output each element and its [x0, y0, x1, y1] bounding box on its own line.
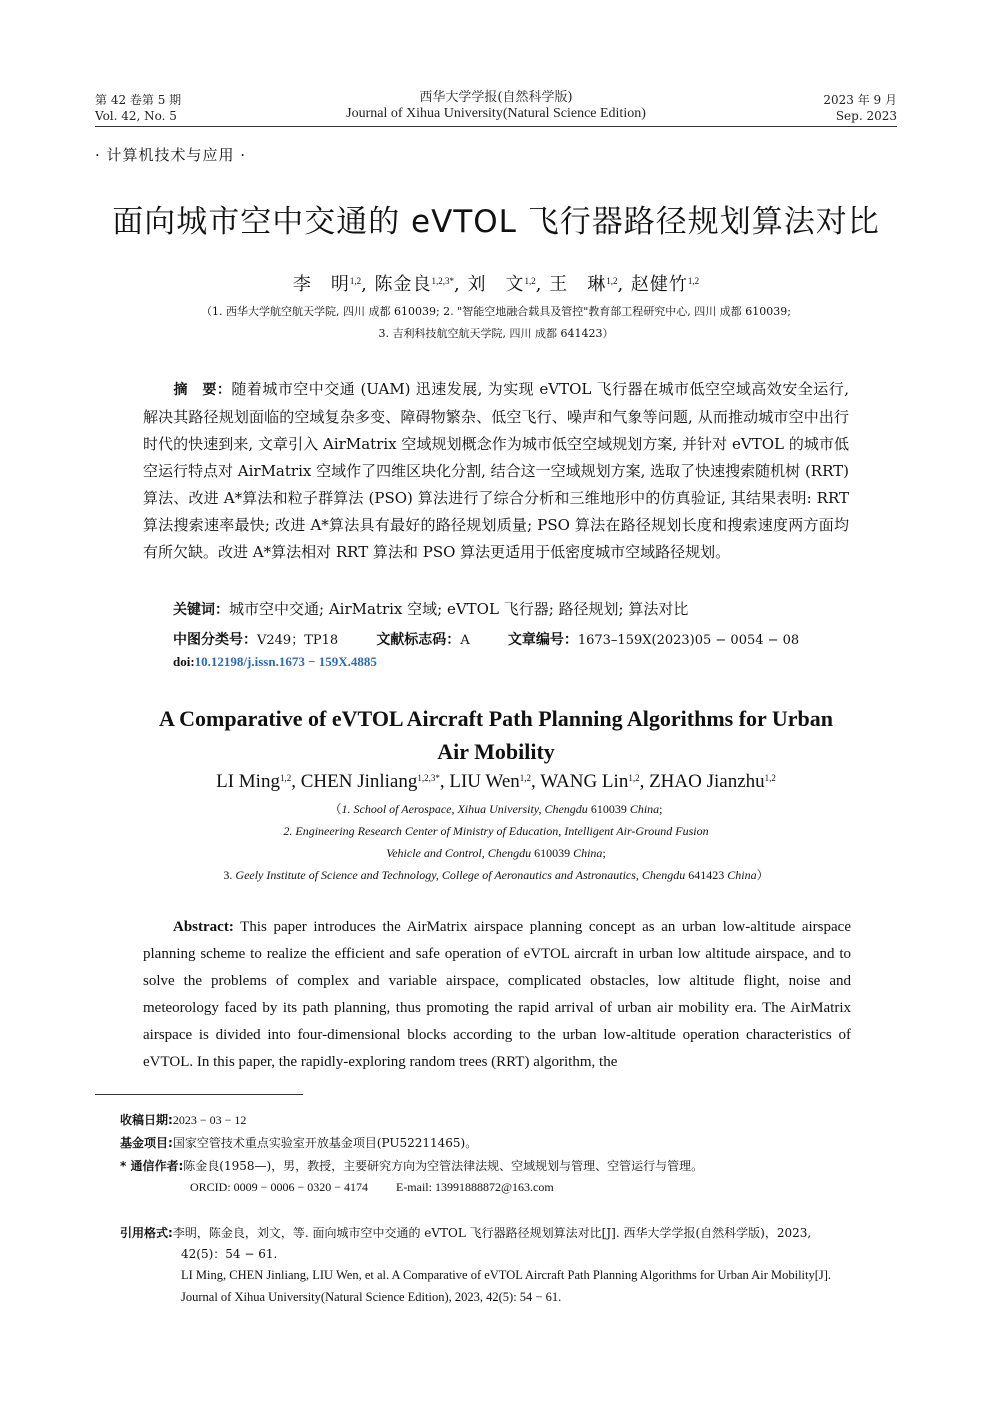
orcid: ORCID: 0009 − 0006 − 0320 − 4174: [190, 1180, 368, 1194]
classification-line: [173, 629, 833, 649]
author-cn: 陈金良$^{1,2,3*}$: [374, 274, 455, 295]
article-number: 文章编号：1673–159X(2023)05 − 0054 − 08: [507, 632, 800, 648]
header-divider: [95, 126, 897, 127]
keywords-cn: [173, 598, 688, 619]
keywords-cn-label: 关键词：: [173, 602, 229, 618]
citation-cn-line2: 42(5)：54 − 61.: [181, 1247, 278, 1261]
received-date: 收稿日期:2023 − 03 − 12: [120, 1113, 247, 1127]
issue-cn: 第 42 卷第 5 期: [95, 93, 182, 107]
journal-name-cn: 西华大学学报(自然科学版): [419, 90, 573, 105]
doi: [173, 654, 377, 670]
corresponding-author: * 通信作者:陈金良(1958—)，男，教授，主要研究方向为空管法律法规、空域规划与管理、空管运行与管理。: [120, 1159, 704, 1173]
citation-en-line1: LI Ming, CHEN Jinliang, LIU Wen, et al. A Comparative of eVTOL Aircraft Path Planning Algorithms for Urban Air Mobility[J].: [181, 1268, 832, 1282]
paper-title-en: A Comparative of eVTOL Aircraft Path Planning Algorithms for Urban Air Mobility: [158, 706, 834, 764]
journal-name-en: Journal of Xihua University(Natural Science Edition): [346, 106, 646, 121]
abstract-en-text: This paper introduces the AirMatrix airspace planning concept as an urban low-altitude airspace planning scheme to realize the efficient and safe operation of eVTOL aircraft in urban low altitude airspace, and to solve the problems of complex and variable airspace, complicated obstacles, low altitude flight, noise and meteorology faced by its path planning, thus promoting the rapid arrival of urban air mobility era. The AirMatrix airspace is divided into four-dimensional blocks according to the urban low-altitude operation characteristics of eVTOL. In this paper, the rapidly-exploring random trees (RRT) algorithm, the: [143, 919, 851, 1070]
affiliation-cn-line1: （1. 西华大学航空航天学院, 四川 成都 610039; 2. "智能空地融合载具及管控"教育部工程研究中心, 四川 成都 610039;: [201, 305, 791, 318]
author-cn: 王 琳$^{1,2}$: [549, 274, 618, 295]
doi-label: doi:: [173, 654, 195, 669]
citation-label: 引用格式:: [120, 1226, 173, 1240]
author-list-en: LI Ming$^{1,2}$, CHEN Jinliang$^{1,2,3*}$, LIU Wen$^{1,2}$, WANG Lin$^{1,2}$, ZHAO Jianzhu$^{1,2}$: [216, 771, 776, 792]
author-cn: 李 明$^{1,2}$: [292, 274, 362, 295]
abstract-en-label: Abstract:: [173, 919, 234, 935]
section-column-label: · 计算机技术与应用 ·: [95, 146, 247, 164]
author-cn: 赵健竹$^{1,2}$: [630, 274, 700, 295]
contact-line: [190, 1180, 582, 1195]
citation-en-line2: Journal of Xihua University(Natural Science Edition), 2023, 42(5): 54 − 61.: [181, 1290, 562, 1304]
email[interactable]: E-mail: 13991888872@163.com: [395, 1180, 554, 1194]
doi-link[interactable]: 10.12198/j.issn.1673 − 159X.4885: [194, 654, 377, 669]
abstract-en: [143, 914, 851, 1076]
abstract-cn: [143, 376, 849, 566]
paper-title-cn: 面向城市空中交通的 eVTOL 飞行器路径规划算法对比: [112, 204, 880, 240]
affiliation-en-line1: （1. School of Aerospace, Xihua University, Chengdu 610039 China;: [329, 802, 663, 816]
citation-cn-line1: 引用格式:李明，陈金良，刘文，等. 面向城市空中交通的 eVTOL 飞行器路径规划算法对比[J]. 西华大学学报(自然科学版)，2023,: [120, 1226, 812, 1240]
author-en: LIU Wen$^{1,2}$: [449, 771, 532, 792]
author-en: ZHAO Jianzhu$^{1,2}$: [649, 771, 776, 792]
author-cn: 刘 文$^{1,2}$: [467, 274, 536, 295]
affiliation-cn-line2: 3. 吉利科技航空航天学院, 四川 成都 641423）: [378, 327, 614, 340]
author-en: CHEN Jinliang$^{1,2,3*}$: [300, 771, 440, 792]
journal-name: [300, 90, 692, 122]
date-cn: 2023 年 9 月: [823, 93, 897, 107]
journal-date: [823, 92, 897, 124]
clc-number: 中图分类号：V249；TP18: [173, 632, 339, 648]
abstract-cn-label: 摘 要：: [173, 382, 232, 398]
affiliation-en-line4: 3. Geely Institute of Science and Technology, College of Aeronautics and Astronautics, Chengdu 641423 China）: [223, 868, 769, 882]
affiliation-en-line2: 2. Engineering Research Center of Ministry of Education, Intelligent Air-Ground Fusion: [283, 824, 709, 838]
affiliation-en-line3: Vehicle and Control, Chengdu 610039 China;: [386, 846, 606, 860]
fund-project: 基金项目:国家空管技术重点实验室开放基金项目(PU52211465)。: [120, 1136, 478, 1150]
date-en: Sep. 2023: [835, 109, 897, 123]
abstract-cn-text: 随着城市空中交通 (UAM) 迅速发展, 为实现 eVTOL 飞行器在城市低空空域高效安全运行, 解决其路径规划面临的空域复杂多变、障碍物繁杂、低空飞行、噪声和气象等问题, 从而推动城市空中出行时代的快速到来, 文章引入 AirMatrix 空域规划概念作为城市低空空域规划方案, 并针对 eVTOL 的城市低空运行特点对 AirMatrix 空域作了四维区块化分割, 结合这一空域规划方案, 选取了快速搜索随机树 (RRT) 算法、改进 A*算法和粒子群算法 (PSO) 算法进行了综合分析和三维地形中的仿真验证, 其结果表明: RRT 算法搜索速率最快; 改进 A*算法具有最好的路径规划质量; PSO 算法在路径规划长度和搜索速度两方面均有所欠缺。改进 A*算法相对 RRT 算法和 PSO 算法更适用于低密度城市空域路径规划。: [143, 380, 849, 561]
journal-issue-cn-en: [95, 92, 181, 124]
author-en: WANG Lin$^{1,2}$: [540, 771, 640, 792]
issue-en: Vol. 42, No. 5: [95, 109, 177, 123]
author-list-cn: 李 明$^{1,2}$, 陈金良$^{1,2,3*}$, 刘 文$^{1,2}$, 王 琳$^{1,2}$, 赵健竹$^{1,2}$: [292, 274, 700, 295]
footnote-divider: [95, 1094, 303, 1095]
keywords-cn-text: 城市空中交通; AirMatrix 空域; eVTOL 飞行器; 路径规划; 算法对比: [229, 600, 689, 618]
document-code: 文献标志码：A: [376, 632, 470, 648]
author-en: LI Ming$^{1,2}$: [216, 771, 292, 792]
